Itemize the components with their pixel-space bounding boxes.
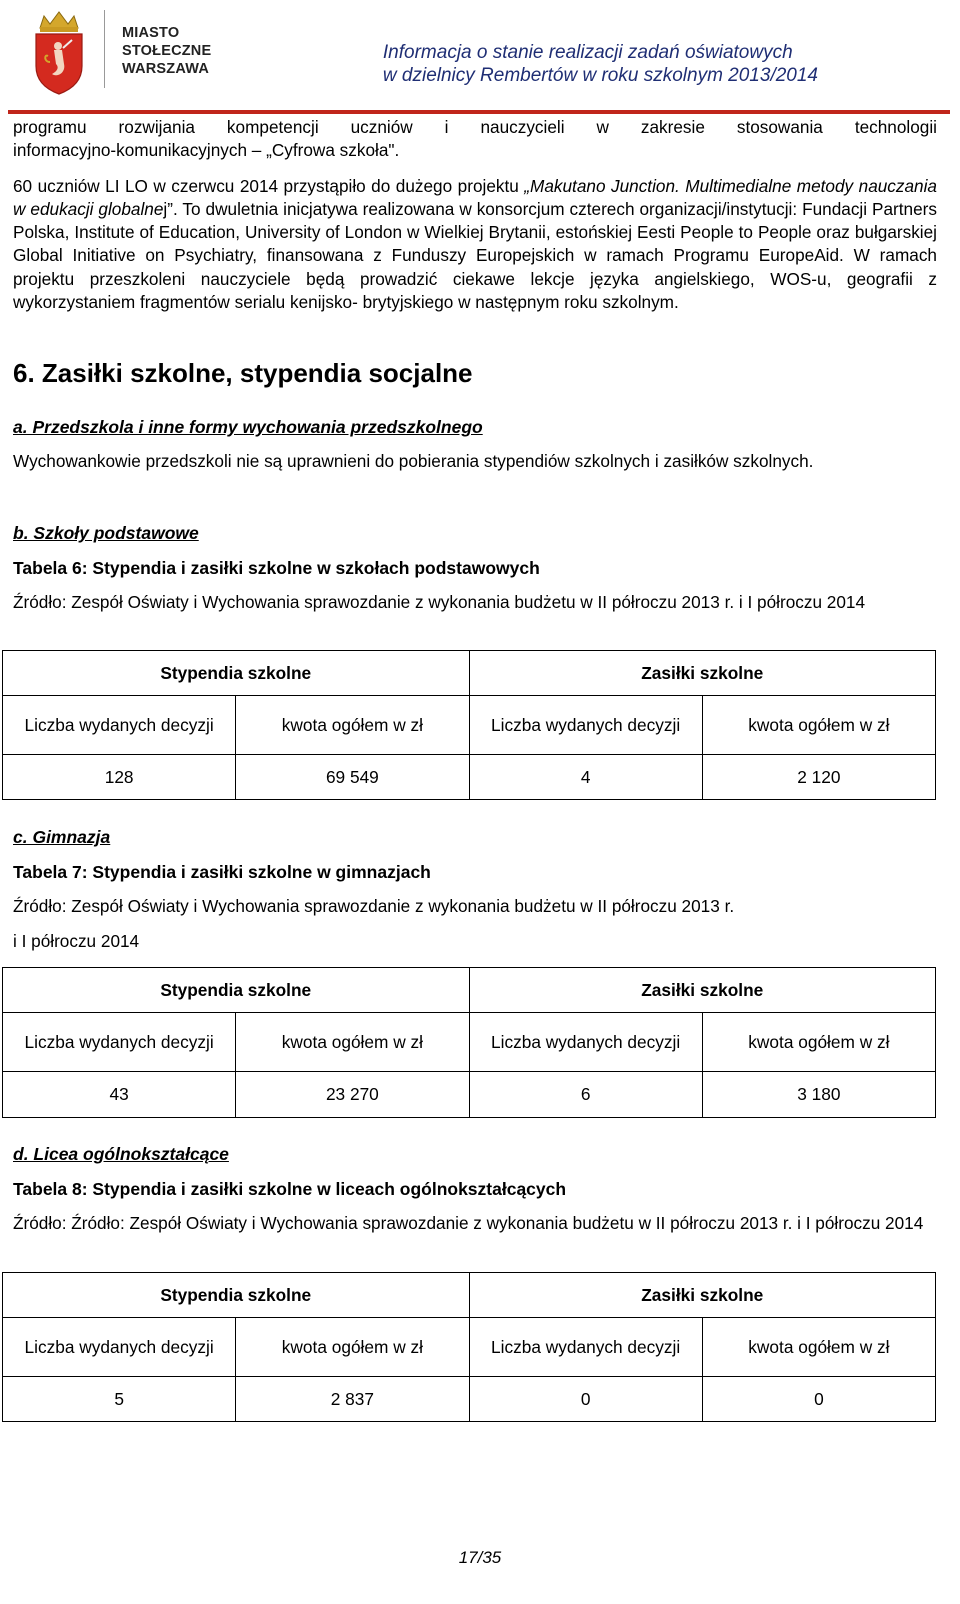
header-divider	[8, 110, 950, 114]
brand-line: WARSZAWA	[122, 61, 209, 77]
table-6	[2, 650, 936, 800]
subsection-c	[13, 826, 937, 954]
table-source: Źródło: Zespół Oświaty i Wychowania sprawozdanie z wykonania budżetu w II półroczu 2013 r.	[13, 896, 735, 916]
subsection-heading: a. Przedszkola i inne formy wychowania przedszkolnego	[13, 417, 483, 437]
table-cell: 6	[469, 1072, 702, 1118]
brand-line: MIASTO	[122, 25, 180, 41]
table-header-cell: Liczba wydanych decyzji	[3, 696, 236, 755]
table-source: Źródło: Zespół Oświaty i Wychowania sprawozdanie z wykonania budżetu w II półroczu 2013 r. i I półroczu 2014	[13, 592, 866, 612]
table-header-group: Stypendia szkolne	[3, 968, 470, 1013]
subsection-heading: b. Szkoły podstawowe	[13, 523, 199, 543]
table-cell: 4	[469, 755, 702, 800]
table-cell: 2 837	[236, 1377, 469, 1422]
subsection-a	[13, 416, 937, 473]
table-header-cell: Liczba wydanych decyzji	[3, 1013, 236, 1072]
document-title-line: w dzielnicy Rembertów w roku szkolnym 2013/2014	[382, 65, 818, 86]
subsection-d	[13, 1143, 937, 1235]
page-content	[13, 116, 937, 314]
subsection-b	[13, 522, 937, 614]
brand-divider	[104, 10, 105, 88]
table-8	[2, 1272, 936, 1422]
table-cell: 2 120	[702, 755, 935, 800]
document-title-line: Informacja o stanie realizacji zadań oświatowych	[382, 42, 793, 63]
table-source: Źródło: Źródło: Zespół Oświaty i Wychowania sprawozdanie z wykonania budżetu w II półroczu 2013 r. i I półroczu 2014	[13, 1213, 924, 1233]
paragraph	[13, 175, 937, 315]
page-number: 17/35	[458, 1548, 502, 1567]
table-7	[2, 967, 936, 1118]
paragraph: programu rozwijania kompetencji uczniów i nauczycieli w zakresie stosowania technologii	[13, 117, 937, 137]
table-header-cell: Liczba wydanych decyzji	[469, 1318, 702, 1377]
subsection-heading: d. Licea ogólnokształcące	[13, 1144, 229, 1164]
paragraph: informacyjno-komunikacyjnych – „Cyfrowa szkoła".	[13, 140, 400, 161]
table-caption: Tabela 6: Stypendia i zasiłki szkolne w szkołach podstawowych	[13, 558, 540, 578]
table-header-cell: Liczba wydanych decyzji	[469, 1013, 702, 1072]
paragraph: Wychowankowie przedszkoli nie są uprawnieni do pobierania stypendiów szkolnych i zasiłków szkolnych.	[13, 451, 814, 471]
table-header-cell: kwota ogółem w zł	[236, 696, 469, 755]
table-source: i I półroczu 2014	[13, 931, 140, 952]
table-row	[3, 1377, 936, 1422]
table-cell: 5	[3, 1377, 236, 1422]
table-header-group: Stypendia szkolne	[3, 1273, 470, 1318]
document-title	[383, 41, 818, 87]
table-header-cell: kwota ogółem w zł	[236, 1013, 469, 1072]
table-header-group: Zasiłki szkolne	[469, 1273, 936, 1318]
table-header-group: Zasiłki szkolne	[469, 968, 936, 1013]
italic-text: „Makutano Junction. Multimedialne metody nauczania w edukacji globalne	[13, 175, 937, 219]
page-header	[0, 0, 960, 117]
brand-name	[122, 24, 211, 78]
table-cell: 43	[3, 1072, 236, 1118]
table-cell: 0	[469, 1377, 702, 1422]
text-span: 60 uczniów LI LO w czerwcu 2014 przystąpiło do dużego projektu	[13, 175, 525, 196]
table-cell: 3 180	[702, 1072, 935, 1118]
table-cell: 0	[702, 1377, 935, 1422]
table-row	[3, 1072, 936, 1118]
table-cell: 23 270	[236, 1072, 469, 1118]
subsection-heading: c. Gimnazja	[13, 827, 111, 847]
section-heading: 6. Zasiłki szkolne, stypendia socjalne	[13, 358, 473, 388]
table-header-cell: kwota ogółem w zł	[236, 1318, 469, 1377]
section-6	[13, 357, 937, 389]
table-row	[3, 755, 936, 800]
table-header-cell: kwota ogółem w zł	[702, 696, 935, 755]
table-caption: Tabela 8: Stypendia i zasiłki szkolne w liceach ogólnokształcących	[13, 1179, 567, 1199]
brand-line: STOŁECZNE	[122, 43, 212, 59]
table-header-group: Stypendia szkolne	[3, 651, 470, 696]
text-span: j”. To dwuletnia inicjatywa realizowana w konsorcjum czterech organizacji/instytucji: Fundacji Partners Polska, Institute of Education, University of London w Wielkiej Brytanii, estońskiej Eesti People to People oraz bułgarskiej Global Initiative on Psychiatry, finansowana z Funduszy Europejskich w ramach Programu EuropeAid. W ramach projektu przeszkoleni nauczyciele będą prowadzić ciekawe lekcje języka angielskiego, WOS-u, geografii z wykorzystaniem fragmentów serialu kenijsko- brytyjskiego w następnym roku szkolnym.	[13, 198, 937, 313]
table-header-cell: kwota ogółem w zł	[702, 1013, 935, 1072]
table-cell: 128	[3, 755, 236, 800]
table-header-cell: Liczba wydanych decyzji	[469, 696, 702, 755]
table-caption: Tabela 7: Stypendia i zasiłki szkolne w gimnazjach	[13, 862, 431, 882]
table-header-group: Zasiłki szkolne	[469, 651, 936, 696]
table-header-cell: Liczba wydanych decyzji	[3, 1318, 236, 1377]
warsaw-coat-of-arms-icon	[30, 8, 88, 96]
table-cell: 69 549	[236, 755, 469, 800]
table-header-cell: kwota ogółem w zł	[702, 1318, 935, 1377]
